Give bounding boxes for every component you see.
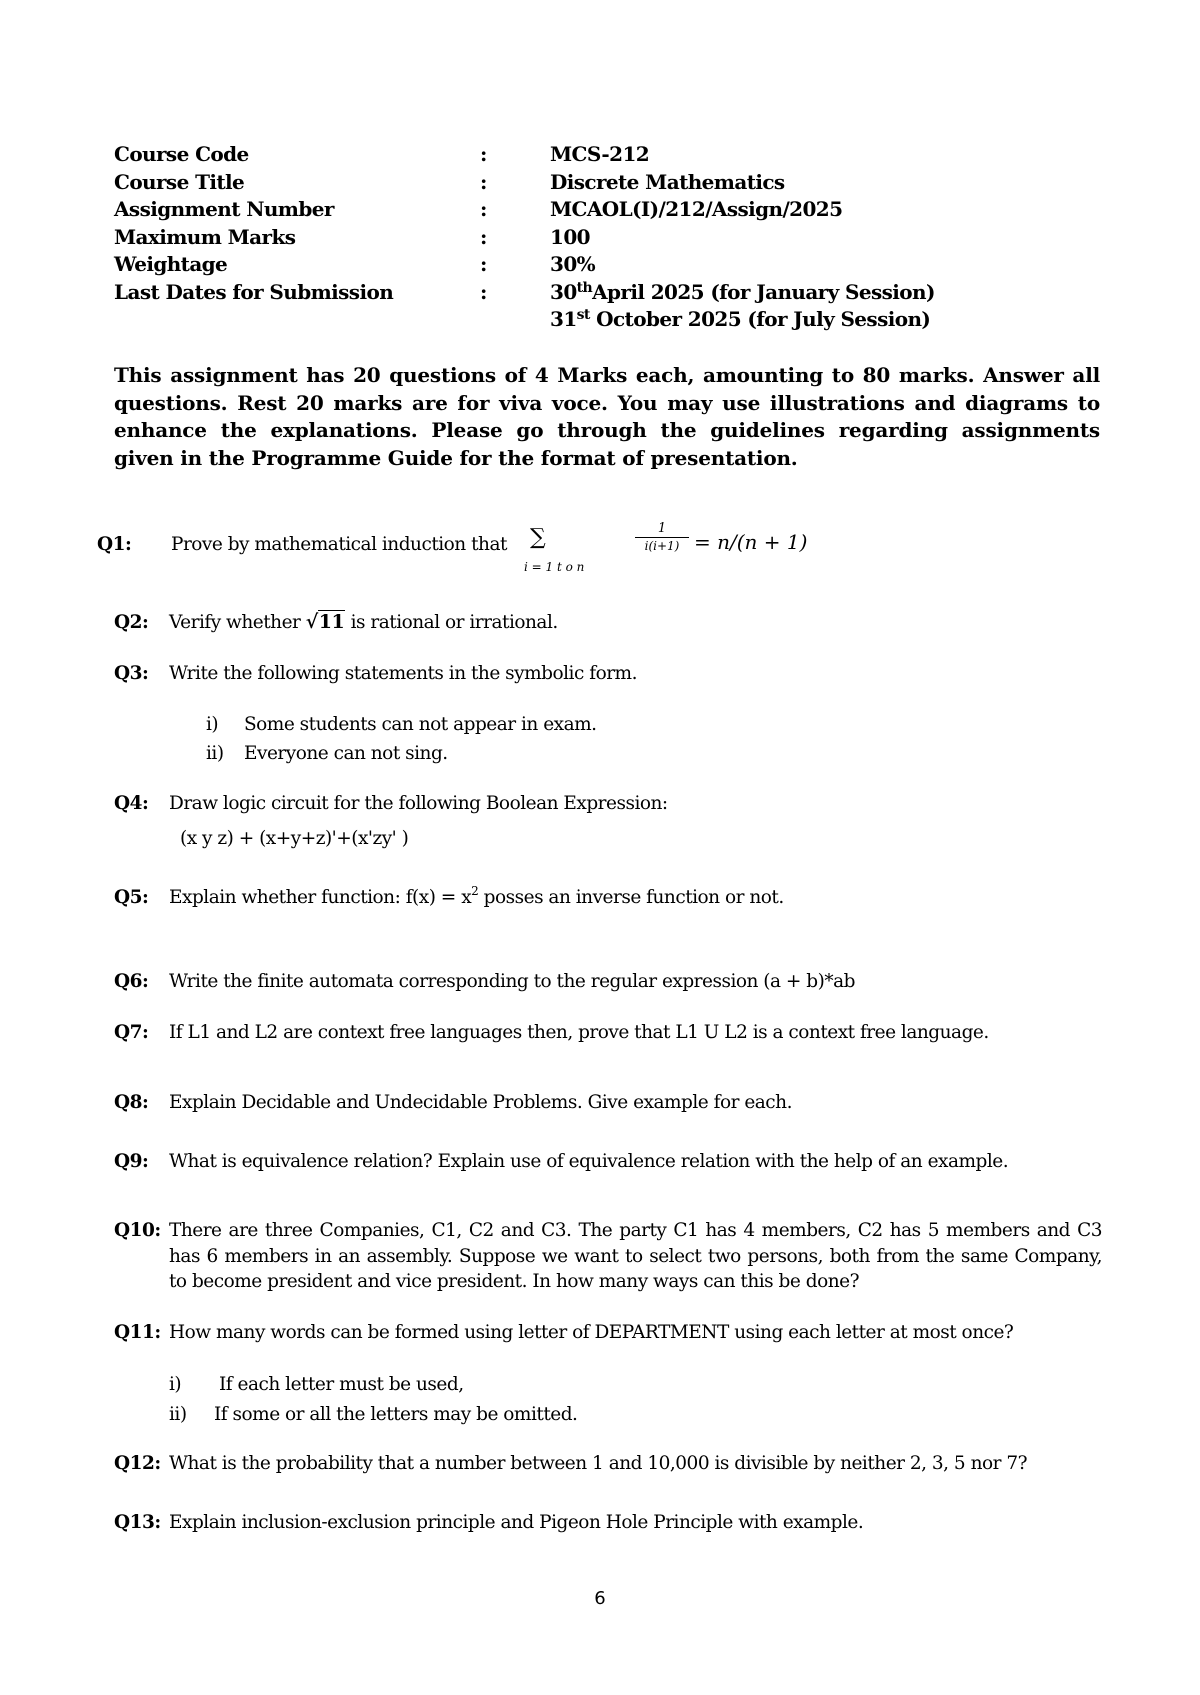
course-code-row bbox=[114, 141, 935, 169]
question-text: What is equivalence relation? Explain use of equivalence relation with the help of an example. bbox=[169, 1151, 1009, 1172]
colon: : bbox=[480, 169, 487, 194]
question-number: Q6: bbox=[114, 971, 149, 992]
course-code-value: MCS-212 bbox=[550, 142, 650, 166]
colon: : bbox=[480, 142, 487, 166]
submission-dates-label: Last Dates for Submission bbox=[114, 279, 394, 304]
boolean-expression: (x y z) + (x+y+z)'+(x'zy' ) bbox=[180, 828, 409, 849]
list-item: i) Some students can not appear in exam. bbox=[206, 714, 597, 735]
assignment-number-row bbox=[114, 196, 935, 224]
date-rest: October 2025 (for July Session) bbox=[589, 307, 931, 331]
weightage-value: 30% bbox=[550, 252, 596, 276]
maximum-marks-label: Maximum Marks bbox=[114, 224, 296, 249]
maximum-marks-row bbox=[114, 224, 935, 252]
colon: : bbox=[480, 279, 487, 304]
question-text: Explain Decidable and Undecidable Problems. Give example for each. bbox=[169, 1092, 792, 1113]
fraction-numerator: 1 bbox=[635, 520, 689, 538]
date-ordinal: th bbox=[576, 279, 593, 296]
colon: : bbox=[480, 224, 487, 249]
question-text: If L1 and L2 are context free languages then, prove that L1 U L2 is a context free language. bbox=[169, 1022, 989, 1043]
july-session-date bbox=[550, 306, 930, 334]
question-number: Q10: bbox=[114, 1220, 161, 1241]
course-title-value: Discrete Mathematics bbox=[550, 169, 785, 194]
question-number: Q4: bbox=[114, 793, 149, 814]
question-number: Q13: bbox=[114, 1512, 161, 1533]
question-text: Explain whether function: $f(x) = x^2$ posses an inverse function or not. bbox=[169, 884, 784, 908]
question-10 bbox=[114, 1218, 1102, 1298]
question-number: Q8: bbox=[114, 1092, 149, 1113]
question-number: Q5: bbox=[114, 887, 149, 908]
question-number: Q9: bbox=[114, 1151, 149, 1172]
assignment-number-value: MCAOL(I)/212/Assign/2025 bbox=[550, 197, 843, 221]
equation-rhs: = n/(n + 1) bbox=[694, 530, 808, 554]
list-item: ii) Everyone can not sing. bbox=[206, 743, 448, 764]
course-meta-block bbox=[114, 141, 935, 334]
question-text: There are three Companies, C1, C2 and C3. The party C1 has 4 members, C2 has 5 members and C3 has 6 members in an assembly. Suppose we want to select two persons, both from the same Company, to become president and vice president. In how many ways can this be done? bbox=[169, 1220, 1102, 1292]
summation-index: i = 1 t o n bbox=[524, 560, 585, 574]
question-text: Explain inclusion-exclusion principle and Pigeon Hole Principle with example. bbox=[169, 1512, 864, 1533]
date-ordinal: st bbox=[576, 307, 590, 323]
maximum-marks-value: 100 bbox=[550, 224, 590, 249]
course-code-label: Course Code bbox=[114, 142, 249, 166]
submission-dates-row bbox=[114, 279, 935, 307]
weightage-row bbox=[114, 251, 935, 279]
square-root: √11 bbox=[305, 611, 345, 633]
question-number: Q7: bbox=[114, 1022, 149, 1043]
january-session-date bbox=[550, 279, 935, 307]
list-item: ii) If some or all the letters may be omitted. bbox=[169, 1404, 578, 1425]
question-text: Write the following statements in the symbolic form. bbox=[169, 663, 637, 684]
submission-dates-continued-row bbox=[114, 306, 935, 334]
colon: : bbox=[480, 252, 487, 276]
fraction bbox=[635, 520, 689, 554]
course-title-label: Course Title bbox=[114, 169, 245, 194]
question-number: Q3: bbox=[114, 663, 149, 684]
question-number: Q12: bbox=[114, 1453, 161, 1474]
summation-symbol: ∑ bbox=[530, 525, 546, 550]
question-text: Prove by mathematical induction that bbox=[171, 534, 507, 555]
question-number: Q11: bbox=[114, 1322, 161, 1343]
date-rest: April 2025 (for January Session) bbox=[592, 279, 935, 304]
question-number: Q2: bbox=[114, 612, 149, 633]
question-text: Verify whether √11 is rational or irrational. bbox=[169, 611, 558, 633]
course-title-row bbox=[114, 169, 935, 197]
question-number: Q1: bbox=[97, 534, 132, 555]
weightage-label: Weightage bbox=[114, 252, 228, 276]
page-number: 6 bbox=[594, 1588, 606, 1609]
exponent: 2 bbox=[471, 884, 479, 898]
list-item: i) If each letter must be used, bbox=[169, 1374, 464, 1395]
question-text: Draw logic circuit for the following Boolean Expression: bbox=[169, 793, 668, 814]
instructions-paragraph: This assignment has 20 questions of 4 Marks each, amounting to 80 marks. Answer all questions. Rest 20 marks are for viva voce. You may use illustrations and diagrams to enhance the explanations. Please go through the guidelines regarding assignments given in the Programme Guide for the format of presentation. bbox=[114, 363, 1100, 470]
fraction-denominator: i(i+1) bbox=[644, 539, 680, 553]
question-text: What is the probability that a number between 1 and 10,000 is divisible by neither 2, 3, 5 nor 7? bbox=[169, 1453, 1028, 1474]
date-day: 31 bbox=[550, 307, 577, 331]
assignment-number-label: Assignment Number bbox=[114, 197, 334, 221]
question-text: Write the finite automata corresponding to the regular expression (a + b)*ab bbox=[169, 971, 855, 992]
colon: : bbox=[480, 197, 487, 221]
question-text: How many words can be formed using letter of DEPARTMENT using each letter at most once? bbox=[169, 1322, 1014, 1343]
date-day: 30 bbox=[550, 279, 577, 304]
